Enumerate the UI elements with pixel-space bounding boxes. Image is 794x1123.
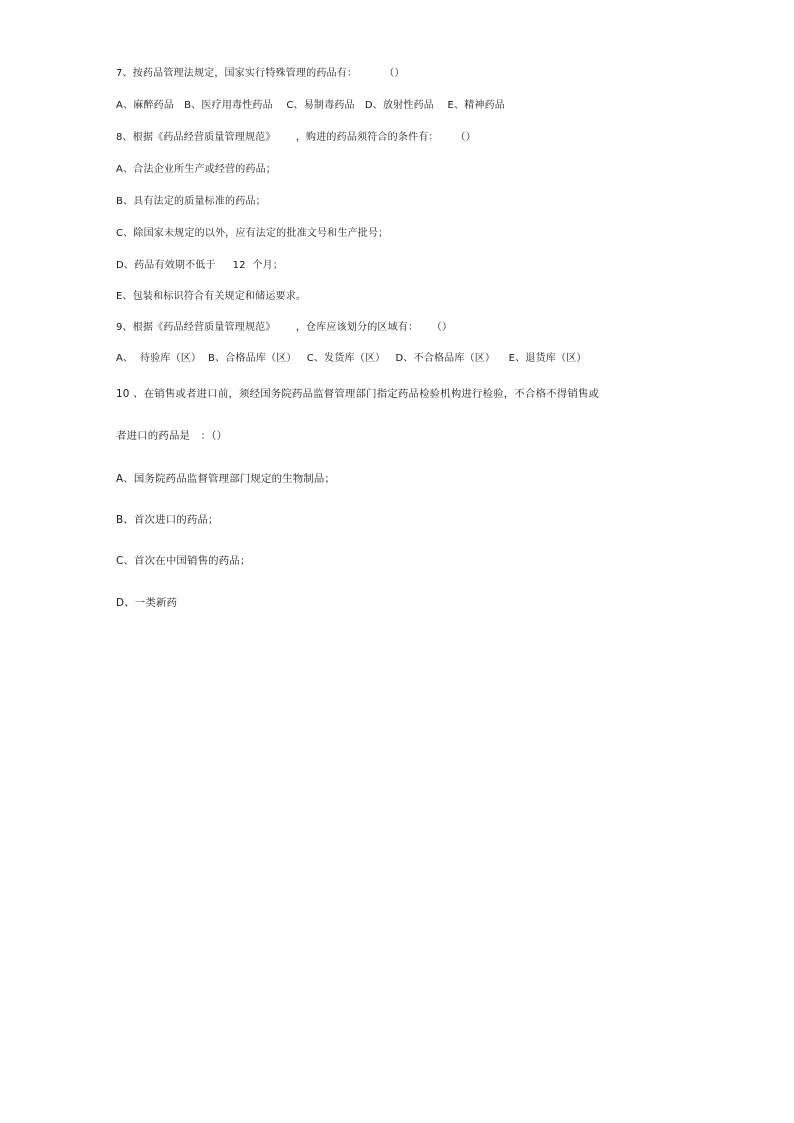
question-8-option-c: C、除国家未规定的以外，应有法定的批准文号和生产批号； [116,228,389,239]
question-10-stem-line-1: 10 、在销售或者进口前，须经国务院药品监督管理部门指定药品检验机构进行检验，不合格不得销售或 [116,388,600,400]
question-10-option-b: B、首次进口的药品； [116,514,219,526]
question-7-options: A、麻醉药品 B、医疗用毒性药品 C、易制毒药品 D、放射性药品 E、精神药品 [116,100,506,111]
question-9-options: A、 待验库（区） B、合格品库（区） C、发货库（区） D、不合格品库（区） E、退货库（区） [116,353,587,364]
question-10-option-c: C、首次在中国销售的药品； [116,555,251,567]
question-9-stem: 9、根据《药品经营质量管理规范》 ，仓库应该划分的区域有： （） [116,322,453,333]
question-8-option-a: A、合法企业所生产或经营的药品； [116,164,277,175]
question-10-stem-line-2: 者进口的药品是 ：（） [116,430,228,442]
question-8-option-e: E、包装和标识符合有关规定和储运要求。 [116,291,307,302]
question-8-stem: 8、根据《药品经营质量管理规范》 ，购进的药品须符合的条件有： （） [116,132,476,143]
question-8-option-d: D、药品有效期不低于 12 个月； [116,260,284,271]
question-10-option-a: A、国务院药品监督管理部门规定的生物制品； [116,473,336,485]
question-7-stem: 7、按药品管理法规定，国家实行特殊管理的药品有： （） [116,68,405,79]
question-8-option-b: B、具有法定的质量标准的药品； [116,196,266,207]
question-10-option-d: D、一类新药 [116,597,178,609]
